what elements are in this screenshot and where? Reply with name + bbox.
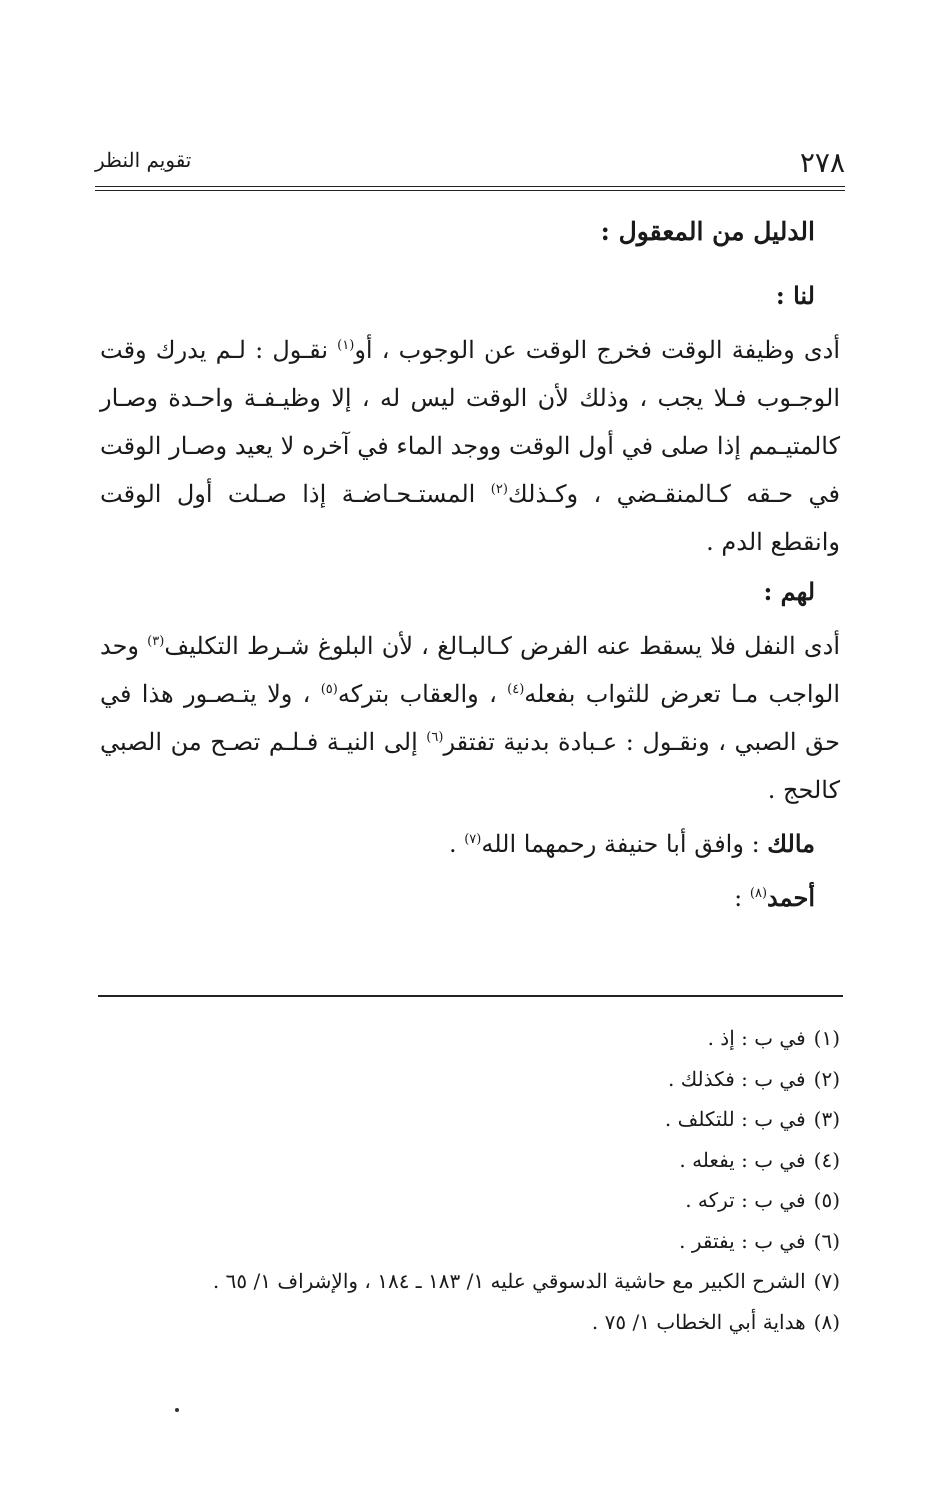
footnote-text: في ب : إذ .: [707, 1026, 806, 1050]
ours-text-1: أدى وظيفة الوقت فخرج الوقت عن الوجوب ، أو: [354, 336, 841, 364]
footnote-item: [120, 1140, 840, 1181]
footnote-text: هداية أبي الخطاب ١/ ٧٥ .: [591, 1309, 806, 1334]
footnote-number: (٧): [813, 1269, 840, 1293]
theirs-text-1: أدى النفل فلا يسقط عنه الفرض كـالبـالغ ، لأن البلوغ شـرط التكليف: [164, 632, 840, 660]
theirs-paragraph: [100, 622, 840, 814]
ahmad-end: :: [734, 884, 750, 912]
page-header: [95, 140, 845, 180]
footnote-number: (٣): [813, 1107, 840, 1131]
footnote-number: (٢): [813, 1066, 840, 1091]
footnote-text: في ب : يفتقر .: [679, 1228, 806, 1253]
footnote-text: في ب : للتكلف .: [664, 1107, 806, 1131]
footnote-text: في ب : يفعله .: [679, 1147, 806, 1172]
theirs-text-5: إلى النيـة فـلـم تصـح من الصبي كالحج .: [100, 728, 840, 804]
section-heading: الدليل من المعقول :: [600, 217, 815, 246]
footnote-ref-6: (٦): [426, 730, 444, 745]
scan-speck: [175, 1408, 179, 1412]
malik-label: مالك: [767, 829, 815, 858]
footnote-text: في ب : تركه .: [685, 1188, 806, 1212]
running-title: تقويم النظر: [95, 148, 192, 172]
footnote-ref-1: (١): [337, 338, 355, 353]
footnote-item: [120, 1180, 840, 1221]
ahmad-line: [100, 874, 840, 922]
footnote-ref-2: (٢): [490, 482, 508, 497]
footnote-ref-5: (٥): [320, 682, 338, 697]
footnotes-list: [120, 1018, 840, 1342]
malik-end: .: [448, 830, 465, 858]
ours-text-2: نقـول : لـم يدرك وقت الوجـوب فـلا يجب ، وذلك لأن الوقت ليس له ، إلا وظيـفـة واحـدة وصـار كالمتيـمم إذا صلى في أول الوقت ووجد الماء في آخره لا يعيد وصـار الوقت في حـقه كـالمنقـضي ، وكـذلك: [100, 336, 841, 508]
malik-text: : وافق أبا حنيفة رحمهما الله: [481, 830, 768, 858]
footnote-number: (٦): [813, 1228, 840, 1253]
theirs-text-4: ، ولا يتـصـور هذا في حق الصبي ، ونقـول : عـبادة بدنية تفتقر: [100, 680, 840, 756]
main-text: [100, 212, 840, 928]
page-number: ٢٧٨: [799, 146, 845, 179]
ours-text-3: المستـحـاضـة إذا صـلت أول الوقت وانقطع الدم .: [100, 480, 840, 556]
theirs-label: لهم :: [763, 577, 815, 606]
footnote-item: [120, 1099, 840, 1140]
footnote-number: (٥): [813, 1188, 840, 1212]
header-rule: [95, 186, 845, 191]
malik-line: [100, 820, 840, 868]
footnote-item: [120, 1221, 840, 1262]
footnote-ref-7: (٧): [464, 832, 482, 847]
footnote-number: (١): [813, 1026, 840, 1050]
footnote-item: [120, 1059, 840, 1100]
footnote-ref-8: (٨): [749, 886, 768, 901]
ahmad-label: أحمد: [767, 883, 815, 912]
footnote-text: في ب : فكذلك .: [667, 1066, 806, 1091]
theirs-text-2: وحد الواجب مـا تعرض للثواب بفعله: [100, 632, 840, 708]
footnote-ref-3: (٣): [147, 634, 165, 649]
footnote-ref-4: (٤): [507, 682, 525, 697]
footnote-item: [120, 1261, 840, 1302]
footnote-number: (٤): [813, 1147, 840, 1172]
theirs-text-3: ، والعقاب بتركه: [337, 680, 508, 708]
footnote-rule: [98, 995, 843, 997]
footnote-text: الشرح الكبير مع حاشية الدسوقي عليه ١/ ١٨٣ ـ ١٨٤ ، والإشراف ١/ ٦٥ .: [212, 1269, 806, 1293]
footnote-item: [120, 1018, 840, 1059]
ours-paragraph: [100, 326, 840, 566]
ours-label: لنا :: [775, 281, 815, 310]
footnote-number: (٨): [813, 1309, 840, 1334]
footnote-item: [120, 1302, 840, 1343]
